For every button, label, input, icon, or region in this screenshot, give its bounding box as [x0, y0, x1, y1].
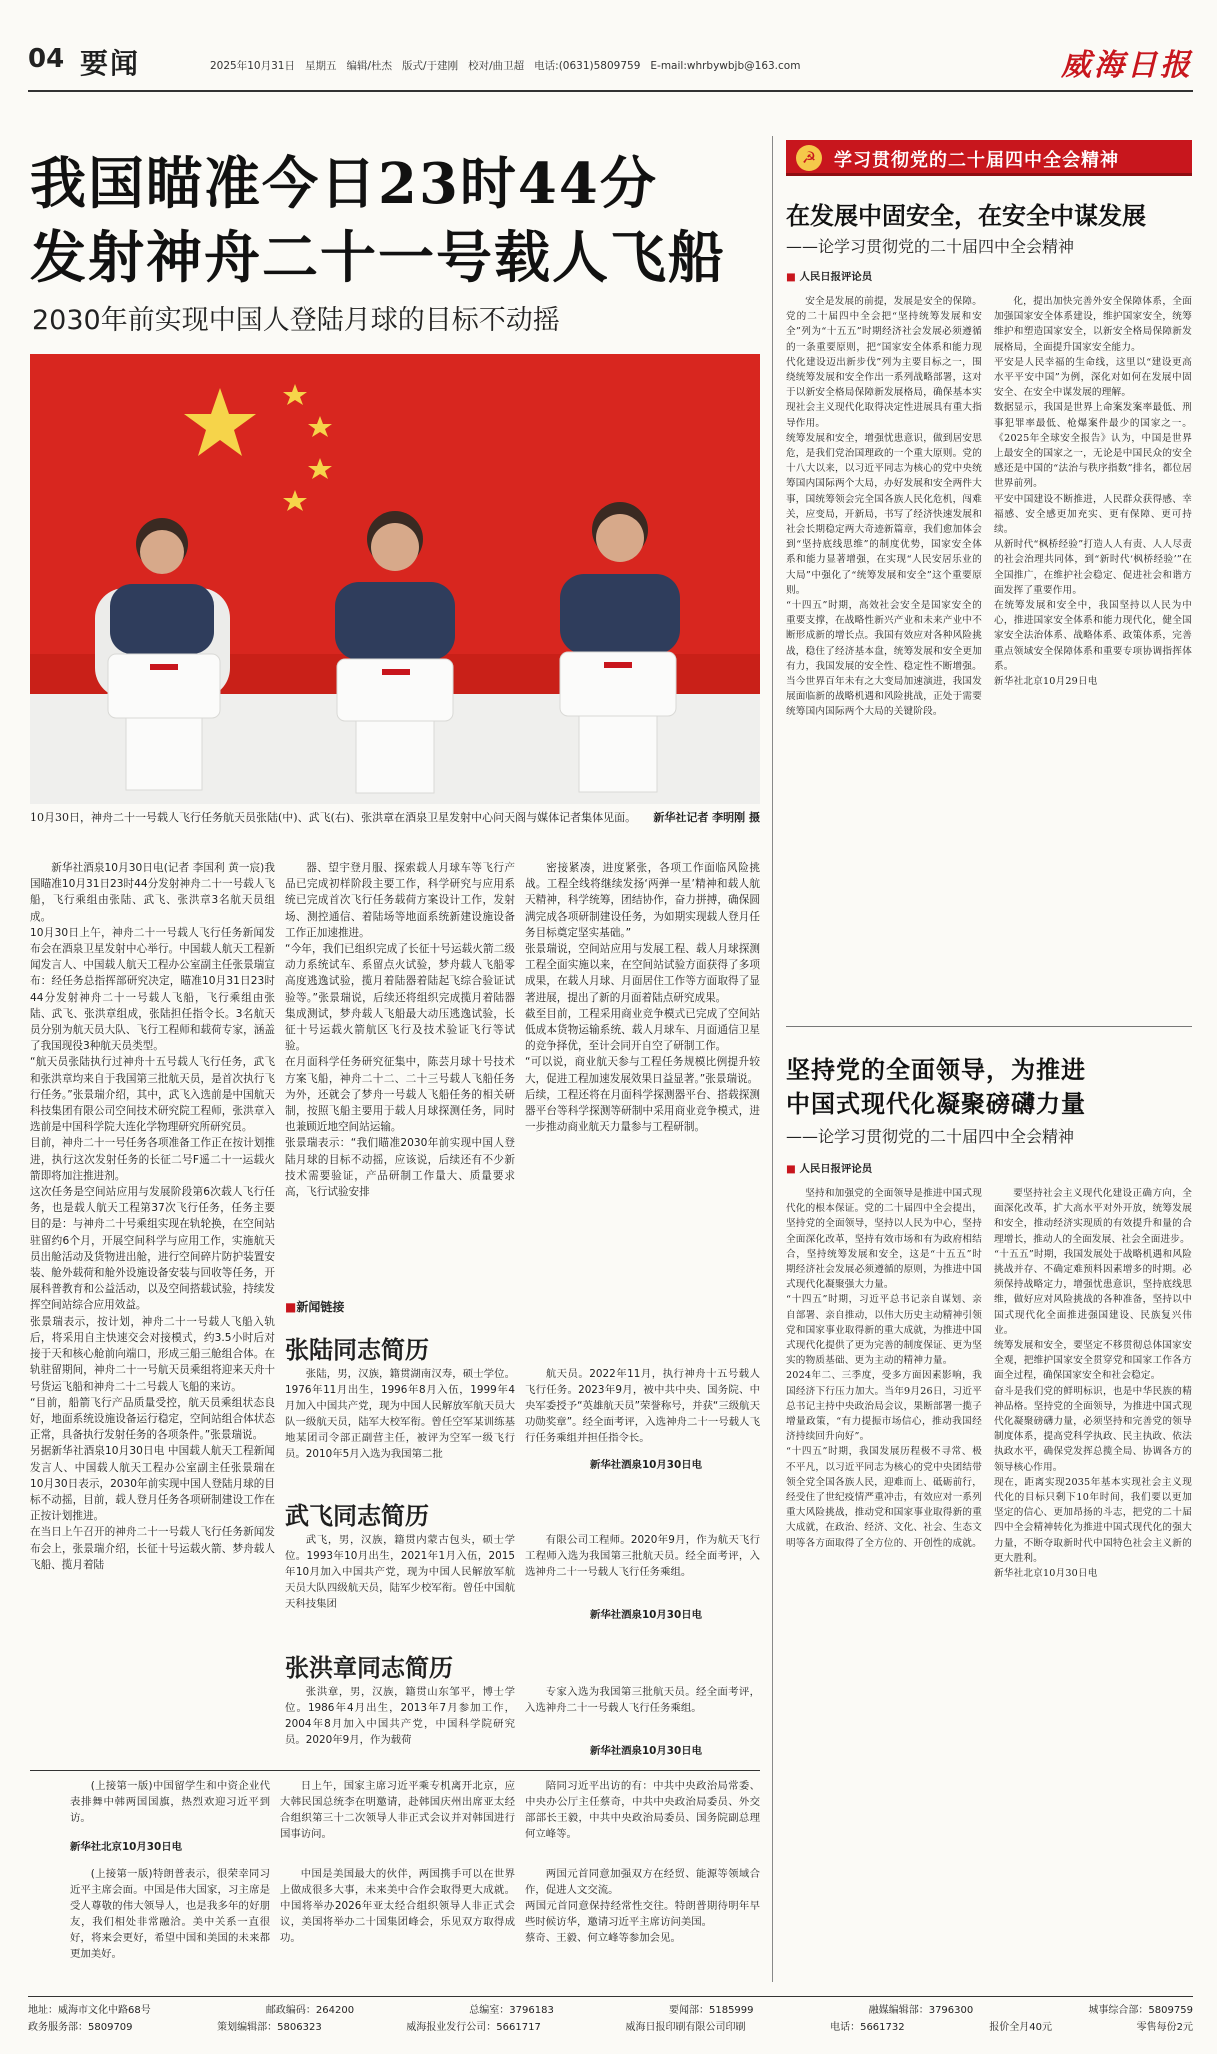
party-emblem-icon: ☭: [796, 145, 822, 171]
lead-article-col1: 新华社酒泉10月30日电(记者 李国利 黄一宸)我国瞄准10月31日23时44分发射神舟二十一号载人飞船，飞行乘组由张陆、武飞、张洪章3名航天员组成。 10月30日上午，神舟二十一号载人飞行任务新闻发布会在酒泉卫星发射中心举行。中国载人航天工程新闻发言人、中国载人航天工程办公室副主任张景瑞宣布：经任务总指挥部研究决定，瞄准10月31日23时44分发射神舟二十一号载人飞船，飞行乘组由张陆、武飞、张洪章组成，张陆担任指令长。3名航天员分别为航天员大队、飞行工程师和载荷专家，涵盖了我国现役3种航天员类型。 “航天员张陆执行过神舟十五号载人飞行任务，武飞和张洪章均来自于我国第三批航天员，是首次执行飞行任务。”张景瑞介绍，其中，武飞入选前是中国航天科技集团有限公司空间技术研究院工程师，张洪章入选前是中国科学院大连化学物理研究所研究员。 目前，神舟二十一号任务各项准备工作正在按计划推进，执行这次发射任务的长征二号F遥二十一运载火箭即将加注推进剂。 这次任务是空间站应用与发展阶段第6次载人飞行任务，也是载人航天工程第37次飞行任务，任务主要目的是：与神舟二十号乘组实现在轨轮换，在空间站驻留约6个月，开展空间科学与应用工作，实施航天员出舱活动及货物进出舱，进行空间碎片防护装置安装、舱外载荷和舱外设施设备安装与回收等任务，开展科普教育和公益活动，以及空间搭载试验，持续发挥空间站综合应用效益。 张景瑞表示，按计划，神舟二十一号载人飞船入轨后，将采用自主快速交会对接模式，约3.5小时后对接于天和核心舱前向端口，形成三船三舱组合体。在轨驻留期间，神舟二十一号航天员乘组将迎来天舟十号货运飞船和神舟二十二号载人飞船的来访。 “目前，船箭飞行产品质量受控，航天员乘组状态良好，地面系统设施设备运行稳定，空间站组合体状态正常，具备执行发射任务的各项条件。”张景瑞说。 另据新华社酒泉10月30日电 中国载人航天工程新闻发言人、中国载人航天工程办公室副主任张景瑞在10月30日表示，2030年前实现中国人登陆月球的目标不动摇，目前，载人登月任务各项研制建设工作在正按计划推进。 在当日上午召开的神舟二十一号载人飞行任务新闻发布会上，张景瑞介绍，长征十号运载火箭、梦舟载人飞船、揽月着陆: [30, 862, 275, 1571]
footer-distribution: 威海报业发行公司：5661717: [406, 2022, 541, 2033]
footer-address: 地址：威海市文化中路68号: [28, 2005, 151, 2016]
bio-zhanglu-text-b: 航天员。2022年11月，执行神舟十五号载人飞行任务。2023年9月，被中共中央、国务院、中央军委授予“英雄航天员”荣誉称号，并获“三级航天功勋奖章”。经全面考评，入选神舟二十一号载人飞行任务乘组并担任指令长。: [525, 1368, 760, 1444]
lead-headline-line2: 发射神舟二十一号载人飞船: [30, 225, 726, 291]
lead-article-col2: 器、望宇登月服、探索载人月球车等飞行产品已完成初样阶段主要工作，科学研究与应用系统已完成首次飞行任务载荷方案设计工作，发射场、测控通信、着陆场等地面系统新建设施设备工作正加速推进。 “今年，我们已组织完成了长征十号运载火箭二级动力系统试车、系留点火试验，梦舟载人飞船零高度逃逸试验，揽月着陆器着陆起飞综合验证试验等。”张景瑞说，后续还将组织完成揽月着陆器集成测试，梦舟载人飞船最大动压逃逸试验，长征十号运载火箭航区飞行及技术验证飞行等试验。 在月面科学任务研究征集中，陈芸月球十号技术方案飞船，神舟二十二、二十三号载人飞船任务为外，还就会了梦舟一号载人飞船任务的相关研制，按照飞船主要用于载人月球探测任务，同时也兼顾近地空间站运输。 张景瑞表示：“我们瞄准2030年前实现中国人登陆月球的目标不动摇，应该说，后续还有不少新技术需要验证，产品研制工作量大、质量要求高，飞行试验安排: [285, 862, 515, 1199]
bio-zhanghongzhang-text-b: 专家入选为我国第三批航天员。经全面考评，入选神舟二十一号载人飞行任务乘组。: [525, 1686, 760, 1714]
proofer: 校对/曲卫超: [468, 60, 525, 72]
bio-wufei-text-b: 有限公司工程师。2020年9月，作为航天飞行工程师入选为我国第三批航天员。经全面考评，入选神舟二十一号载人飞行任务乘组。: [525, 1534, 760, 1578]
footer-city-dept: 城事综合部：5809759: [1088, 2005, 1193, 2016]
article2-title-line2: 中国式现代化凝聚磅礴力量: [786, 1089, 1086, 1118]
news-link-label-text: 新闻链接: [296, 1300, 345, 1314]
bio-zhanghongzhang-title: 张洪章同志简历: [285, 1653, 453, 1682]
masthead-rule: [28, 90, 1193, 92]
footer-media-dept: 融媒编辑部：3796300: [868, 2005, 974, 2016]
footer-phone: 电话：5661732: [830, 2022, 905, 2033]
continued-text-3: 日上午，国家主席习近平乘专机离开北京，应大韩民国总统李在明邀请，赴韩国庆州出席亚太经合组织第三十二次领导人非正式会议并对韩国进行国事访问。: [280, 1780, 515, 1840]
article1-title: 在发展中固安全，在安全中谋发展: [786, 201, 1146, 230]
footer-price-month: 报价全月40元: [989, 2022, 1052, 2033]
bottom-strip-rule: [30, 1770, 760, 1771]
bio-zhanglu-dateline: 新华社酒泉10月30日电: [590, 1459, 703, 1471]
lead-subtitle: 2030年前实现中国人登陆月球的目标不动摇: [32, 305, 560, 336]
issue-date: 2025年10月31日: [210, 60, 295, 72]
press-conference-photo: [30, 354, 760, 804]
photo-credit: 新华社记者 李明刚 摄: [653, 811, 760, 824]
article2-col2: 要坚持社会主义现代化建设正确方向，全面深化改革，扩大高水平对外开放，统筹发展和安全，推动经济实现质的有效提升和量的合理增长，推动人的全面发展、社会全面进步。 “十五五”时期，我国发展处于战略机遇和风险挑战并存、不确定难预料因素增多的时期。必须保持战略定力，增强忧患意识，坚持底线思维，做好应对风险挑战的各种准备，坚持以中国式现代化全面推进强国建设、民族复兴伟业。 统筹发展和安全，要坚定不移贯彻总体国家安全观，把维护国家安全贯穿党和国家工作各方面全过程，确保国家安全和社会稳定。 奋斗是我们党的鲜明标识，也是中华民族的精神品格。坚持党的全面领导，为推进中国式现代化凝聚磅礴力量，必须坚持和完善党的领导制度体系，提高党科学执政、民主执政、依法执政水平，确保党发挥总揽全局、协调各方的领导核心作用。 现在，距离实现2035年基本实现社会主义现代化的目标只剩下10年时间，我们要以更加坚定的信心、更加昂扬的斗志，把党的二十届四中全会精神转化为推进中国式现代化的强大力量，不断夺取新时代中国特色社会主义新的更大胜利。 新华社北京10月30日电: [994, 1188, 1192, 1580]
article1-divider: [786, 1026, 1192, 1027]
footer-planning-dept: 策划编辑部：5806323: [217, 2022, 322, 2033]
email: E-mail:whrbywbjb@163.com: [650, 60, 801, 72]
continued-text-4: 中国是美国最大的伙伴，两国携手可以在世界上做成很多大事，未来美中合作会取得更大成就。中国将举办2026年亚太经合组织领导人非正式会议，美国将举办二十国集团峰会，乐见双方取得成功。: [280, 1868, 515, 1944]
article2-subtitle: ——论学习贯彻党的二十届四中全会精神: [786, 1127, 1075, 1146]
article1-col2: 化，提出加快完善外安全保障体系，全面加强国家安全体系建设，维护国家安全，统筹维护和塑造国家安全，以新安全格局保障新发展格局，全面提升国家安全能力。 平安是人民幸福的生命线，这里以“建设更高水平平安中国”为例，深化对如何在发展中固安全、在安全中谋发展的理解。 数据显示，我国是世界上命案发案率最低、刑事犯罪率最低、枪爆案件最少的国家之一。《2025年全球安全报告》认为，中国是世界上最安全的国家之一，无论是中国民众的安全感还是中国的“法治与秩序指数”排名，都位居世界前列。 平安中国建设不断推进，人民群众获得感、幸福感、安全感更加充实、更有保障、更可持续。 从新时代“枫桥经验”打造人人有责、人人尽责的社会治理共同体，到“新时代‘枫桥经验’”在全国推广，在维护社会稳定、促进社会和谐方面发挥了重要作用。 在统筹发展和安全中，我国坚持以人民为中心，推进国家安全体系和能力现代化，健全国家安全法治体系、战略体系、政策体系，完善重点领域安全保障体系和重要专项协调指挥体系。 新华社北京10月29日电: [994, 296, 1192, 688]
bio-zhanglu-title: 张陆同志简历: [285, 1335, 429, 1364]
bio-zhanghongzhang-dateline: 新华社酒泉10月30日电: [590, 1745, 703, 1757]
footer-hotline: 总编室：3796183: [469, 2005, 554, 2016]
bio-wufei-title: 武飞同志简历: [285, 1501, 429, 1530]
masthead-info: [210, 58, 800, 73]
byline-marker-icon: ■: [786, 271, 796, 283]
lead-photo: [30, 354, 760, 804]
lead-article-col3: 密接紧凑，进度紧张，各项工作面临风险挑战。工程全线将继续发扬‘两弹一星’精神和载人航天精神，科学统筹，团结协作，奋力拼搏，确保圆满完成各项研制建设任务，为如期实现载人登月任务目标奠定坚实基础。” 张景瑞说，空间站应用与发展工程、载人月球探测工程全面实施以来，在空间站试验方面获得了多项成果，在载人月球、月面居住工作等方面取得了显著进展，提出了新的月面着陆点研究成果。 截至目前，工程采用商业竞争模式已完成了空间站低成本货物运输系统、载人月球车、月面通信卫星的竞争择优，至计会同开自空了研制工作。 “可以说，商业航天参与工程任务规模比例提升较大，促进工程加速发展效果日益显著。”张景瑞说。 后续，工程还将在月面科学探测器平台、搭载探测器平台等科学探测等研制中采用商业竞争模式，进一步推动商业航天力量参与工程研制。: [525, 862, 760, 1134]
article1-byline-text: 人民日报评论员: [799, 271, 873, 283]
continued-text-1: (上接第一版)中国留学生和中资企业代表排舞中韩两国国旗，热烈欢迎习近平到访。: [70, 1780, 270, 1824]
masthead: [28, 38, 1193, 90]
news-link-label: [285, 1298, 344, 1315]
article2-byline: [786, 1160, 872, 1175]
article2-col1: 坚持和加强党的全面领导是推进中国式现代化的根本保证。党的二十届四中全会提出，坚持党的全面领导，坚持以人民为中心，坚持全面深化改革，坚持有效市场和有为政府相结合，坚持统筹发展和安全，这是“十五五”时期经济社会发展必须遵循的原则，为推进中国式现代化凝聚强大力量。 “十四五”时期，习近平总书记亲自谋划、亲自部署、亲自推动，以伟大历史主动精神引领党和国家事业取得新的重大成就，为推进中国式现代化提供了更为完善的制度保证、更为坚实的物质基础、更为主动的精神力量。 2024年二、三季度，受多方面因素影响，我国经济下行压力加大。当年9月26日，习近平总书记主持中央政治局会议，果断部署一揽子增量政策，“有力提振市场信心，推动我国经济持续回升向好”。 “十四五”时期，我国发展历程极不寻常、极不平凡，以习近平同志为核心的党中央团结带领全党全国各族人民，迎难而上、砥砺前行，经受住了世纪疫情严重冲击，有效应对一系列重大风险挑战，推动党和国家事业取得新的重大成就，在政治、经济、文化、社会、生态文明等各方面取得了全方位的、开创性的成就。: [786, 1188, 982, 1549]
footer-row-2: [28, 2019, 1193, 2036]
footer-printer: 威海日报印刷有限公司印刷: [625, 2022, 746, 2033]
bio-zhanglu-text-a: 张陆，男，汉族，籍贯湖南汉寿，硕士学位。1976年11月出生，1996年8月入伍，1999年4月加入中国共产党，现为中国人民解放军航天员大队一级航天员，陆军大校军衔。曾任空军某训练基地某团司令部正副营主任，被评为空军一级飞行员。2010年5月入选为我国第二批: [285, 1368, 515, 1460]
section-name: 要闻: [80, 47, 141, 80]
continued-text-2: (上接第一版)特朗普表示，很荣幸同习近平主席会面。中国是伟大国家，习主席是受人尊敬的伟大领导人，也是我多年的好朋友，我们相处非常融洽。美中关系一直很好，将来会更好，希望中国和美国的未来都更加美好。: [70, 1868, 270, 1960]
bio-wufei-text-a: 武飞，男，汉族，籍贯内蒙古包头，硕士学位。1993年10月出生，2021年1月入伍，2015年10月加入中国共产党，现为中国人民解放军航天员大队四级航天员，陆军少校军衔。曾任中国航天科技集团: [285, 1534, 515, 1610]
weekday: 星期五: [304, 60, 337, 72]
footer-service-dept: 政务服务部：5809709: [28, 2022, 133, 2033]
lead-headline-line1: 我国瞄准今日23时44分: [30, 151, 658, 217]
theme-banner-text: 学习贯彻党的二十届四中全会精神: [834, 150, 1119, 171]
footer-price-each: 零售每份2元: [1136, 2022, 1193, 2033]
article2-byline-text: 人民日报评论员: [799, 1163, 873, 1175]
article1-col1: 安全是发展的前提，发展是安全的保障。党的二十届四中全会把“坚持统筹发展和安全”列为“十五五”时期经济社会发展必须遵循的一条重要原则，把“国家安全体系和能力现代化建设迈出新步伐”列为主要目标之一，围绕统筹发展和安全作出一系列战略部署，这对于以新安全格局保障新发展格局，确保基本实现社会主义现代化取得决定性进展具有重大指导作用。 统筹发展和安全，增强忧患意识，做到居安思危，是我们党治国理政的一个重大原则。党的十八大以来，以习近平同志为核心的党中央统筹国内国际两个大局，办好发展和安全两件大事，国统筹领会完全国各族人民化危机，闯难关，应变局，开新局，书写了经济快速发展和社会长期稳定两大奇迹新篇章，我们愈加体会到“坚持底线思维”的制度优势，国家安全体系和能力显著增强，在实现“人民安居乐业的大局”中强化了“统筹发展和安全”这个重要原则。 “十四五”时期，高效社会安全是国家安全的重要支撑，在战略性新兴产业和未来产业中不断形成新的增长点。我国有效应对各种风险挑战，稳住了经济基本盘，统筹发展和安全更加有力，我国发展的安全性、稳定性不断增强。 当今世界百年未有之大变局加速演进，我国发展面临新的战略机遇和风险挑战，正处于需要统筹国内国际两个大局的关键阶段。: [786, 296, 982, 718]
news-link-marker: ■: [285, 1300, 297, 1314]
bio-zhanghongzhang-text-a: 张洪章，男，汉族，籍贯山东邹平，博士学位。1986年4月出生，2013年7月参加工作，2004年8月加入中国共产党，中国科学院研究员。2020年9月，作为载荷: [285, 1686, 515, 1746]
footer-news-dept: 要闻部：5185999: [668, 2005, 754, 2016]
bio-wufei-dateline: 新华社酒泉10月30日电: [590, 1609, 703, 1621]
footer-rule: [28, 1996, 1193, 1997]
footer: [28, 2002, 1193, 2042]
footer-postcode: 邮政编码：264200: [265, 2005, 355, 2016]
theme-banner: [786, 140, 1192, 176]
continued-text-6: 两国元首同意加强双方在经贸、能源等领域合作，促进人文交流。 两国元首同意保持经常性交往。特朗普期待明年早些时候访华，邀请习近平主席访问美国。 蔡奇、王毅、何立峰等参加会见。: [525, 1868, 760, 1944]
continued-dateline-1: 新华社北京10月30日电: [70, 1841, 183, 1853]
phone: 电话:(0631)5809759: [534, 60, 641, 72]
photo-caption: [30, 810, 760, 826]
editor: 编辑/杜杰: [346, 60, 393, 72]
newspaper-logo: 威海日报: [1061, 48, 1193, 83]
photo-caption-text: 10月30日，神舟二十一号载人飞行任务航天员张陆(中)、武飞(右)、张洪章在酒泉卫星发射中心问天阁与媒体记者集体见面。: [30, 811, 637, 824]
designer: 版式/于建刚: [402, 60, 459, 72]
column-divider: [772, 136, 773, 1982]
article1-subtitle: ——论学习贯彻党的二十届四中全会精神: [786, 237, 1075, 256]
page-number: 04: [28, 44, 65, 74]
footer-row-1: [28, 2002, 1193, 2019]
continued-text-5: 陪同习近平出访的有：中共中央政治局常委、中央办公厅主任蔡奇，中共中央政治局委员、外交部部长王毅，中共中央政治局委员、国务院副总理何立峰等。: [525, 1780, 760, 1840]
article1-byline: [786, 268, 872, 283]
byline-marker-icon-2: ■: [786, 1163, 796, 1175]
article2-title-line1: 坚持党的全面领导，为推进: [786, 1055, 1086, 1084]
